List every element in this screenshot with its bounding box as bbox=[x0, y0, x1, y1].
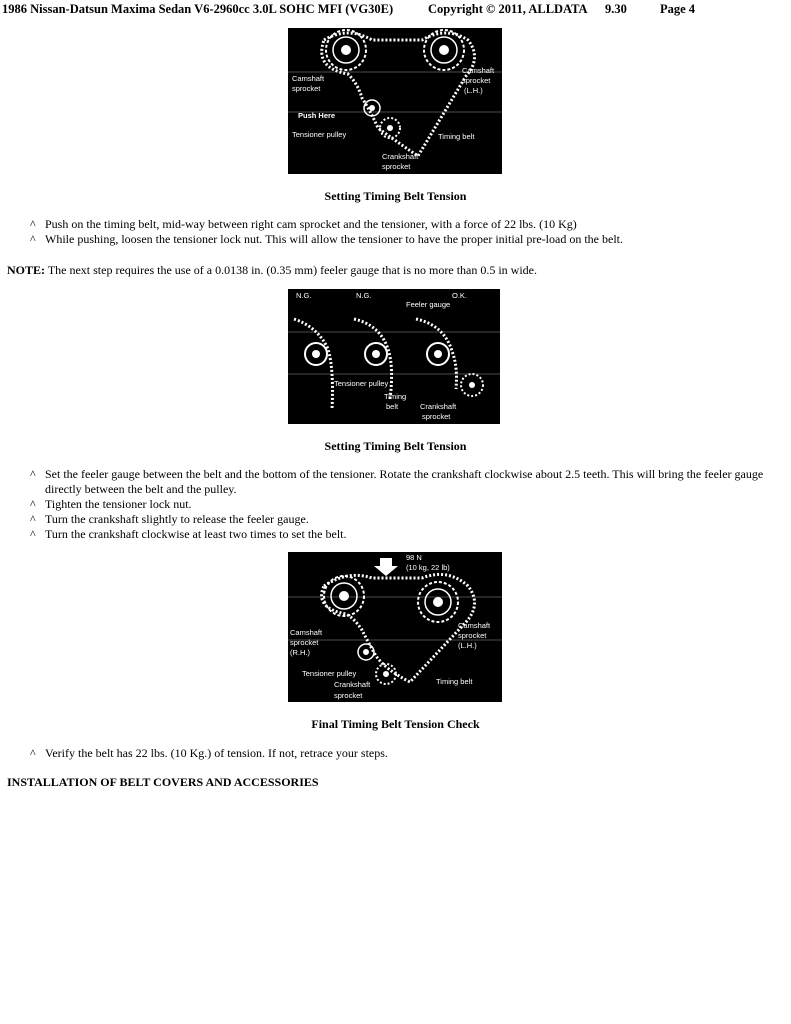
list-item: ^ Turn the crankshaft clockwise at least two times to set the belt. bbox=[30, 527, 347, 541]
figure-feeler-gauge bbox=[288, 289, 500, 424]
label-crank-sprocket: sprocket bbox=[422, 412, 451, 421]
list-item: ^ While pushing, loosen the tensioner lock nut. This will allow the tensioner to have the proper initial pre-load on the belt. bbox=[30, 232, 623, 246]
final-check-diagram bbox=[288, 552, 502, 702]
label-ok: O.K. bbox=[452, 291, 468, 300]
label-sprocket-left: sprocket bbox=[292, 84, 321, 93]
label-camshaft-right: Camshaft bbox=[462, 66, 495, 75]
list-item: ^ Push on the timing belt, mid-way between right cam sprocket and the tensioner, with a force of 22 lbs. (10 Kg) bbox=[30, 217, 577, 231]
figure-final-tension-check bbox=[288, 552, 502, 702]
label-crankshaft: Crankshaft bbox=[334, 680, 371, 689]
force-arrow-icon bbox=[374, 558, 398, 576]
label-crankshaft: Crankshaft bbox=[382, 152, 419, 161]
label-tensioner-pulley: Tensioner pulley bbox=[302, 669, 357, 678]
label-sprocket-left: sprocket bbox=[290, 638, 319, 647]
label-sprocket-right: sprocket bbox=[462, 76, 491, 85]
label-ng-2: N.G. bbox=[356, 291, 372, 300]
label-ng-1: N.G. bbox=[296, 291, 312, 300]
bullet-list-2 bbox=[30, 467, 790, 542]
label-sprocket-right: sprocket bbox=[458, 631, 487, 640]
label-timing-belt: Timing belt bbox=[438, 132, 475, 141]
note-text: The next step requires the use of a 0.0138 in. (0.35 mm) feeler gauge that is no more than 0.5 in wide. bbox=[47, 263, 538, 277]
page-header bbox=[0, 0, 791, 18]
label-crankshaft: Crankshaft bbox=[420, 402, 457, 411]
label-feeler-gauge: Feeler gauge bbox=[406, 300, 451, 309]
caption-figure-1: Setting Timing Belt Tension bbox=[324, 189, 467, 203]
label-force-kg-lb: (10 kg, 22 lb) bbox=[406, 563, 450, 572]
section-title: INSTALLATION OF BELT COVERS AND ACCESSORIES bbox=[7, 775, 319, 789]
label-crank-sprocket: sprocket bbox=[382, 162, 411, 171]
list-item: ^ Turn the crankshaft slightly to release the feeler gauge. bbox=[30, 512, 309, 526]
header-page: Page 4 bbox=[660, 2, 696, 16]
label-lh-right: (L.H.) bbox=[464, 86, 483, 95]
label-rh-left: (R.H.) bbox=[290, 648, 310, 657]
label-push-here: Push Here bbox=[298, 111, 336, 120]
label-camshaft-left: Camshaft bbox=[292, 74, 325, 83]
header-vehicle: 1986 Nissan-Datsun Maxima Sedan V6-2960cc 3.0L SOHC MFI (VG30E) bbox=[2, 2, 394, 16]
label-lh-right: (L.H.) bbox=[458, 641, 477, 650]
feeler-gauge-diagram bbox=[288, 289, 500, 424]
header-copyright: Copyright © 2011, ALLDATA bbox=[428, 2, 588, 16]
label-tensioner-pulley: Tensioner pulley bbox=[292, 130, 347, 139]
label-timing: Timing bbox=[384, 392, 407, 401]
bullet-list-3 bbox=[30, 746, 790, 761]
caption-figure-3: Final Timing Belt Tension Check bbox=[311, 717, 480, 731]
label-belt: belt bbox=[386, 402, 399, 411]
label-timing-belt: Timing belt bbox=[436, 677, 473, 686]
label-camshaft-left: Camshaft bbox=[290, 628, 323, 637]
label-force-n: 98 N bbox=[406, 553, 422, 562]
bullet-list-1 bbox=[30, 217, 790, 247]
note-label: NOTE: bbox=[7, 263, 46, 277]
note bbox=[7, 263, 537, 278]
figure-timing-belt-tension-1 bbox=[288, 28, 502, 174]
list-item: ^ Tighten the tensioner lock nut. bbox=[30, 497, 192, 511]
label-tensioner-pulley: Tensioner pulley bbox=[334, 379, 389, 388]
timing-belt-diagram-1 bbox=[288, 28, 502, 174]
caption-figure-2: Setting Timing Belt Tension bbox=[324, 439, 467, 453]
header-version: 9.30 bbox=[605, 2, 627, 16]
list-item: ^ Set the feeler gauge between the belt and the bottom of the tensioner. Rotate the crankshaft clockwise about 2.5 teeth. This will bring the feeler gauge directly between the belt and the pulley. bbox=[30, 467, 764, 496]
label-crank-sprocket: sprocket bbox=[334, 691, 363, 700]
label-camshaft-right: Camshaft bbox=[458, 621, 491, 630]
list-item: ^ Verify the belt has 22 lbs. (10 Kg.) of tension. If not, retrace your steps. bbox=[30, 746, 388, 760]
